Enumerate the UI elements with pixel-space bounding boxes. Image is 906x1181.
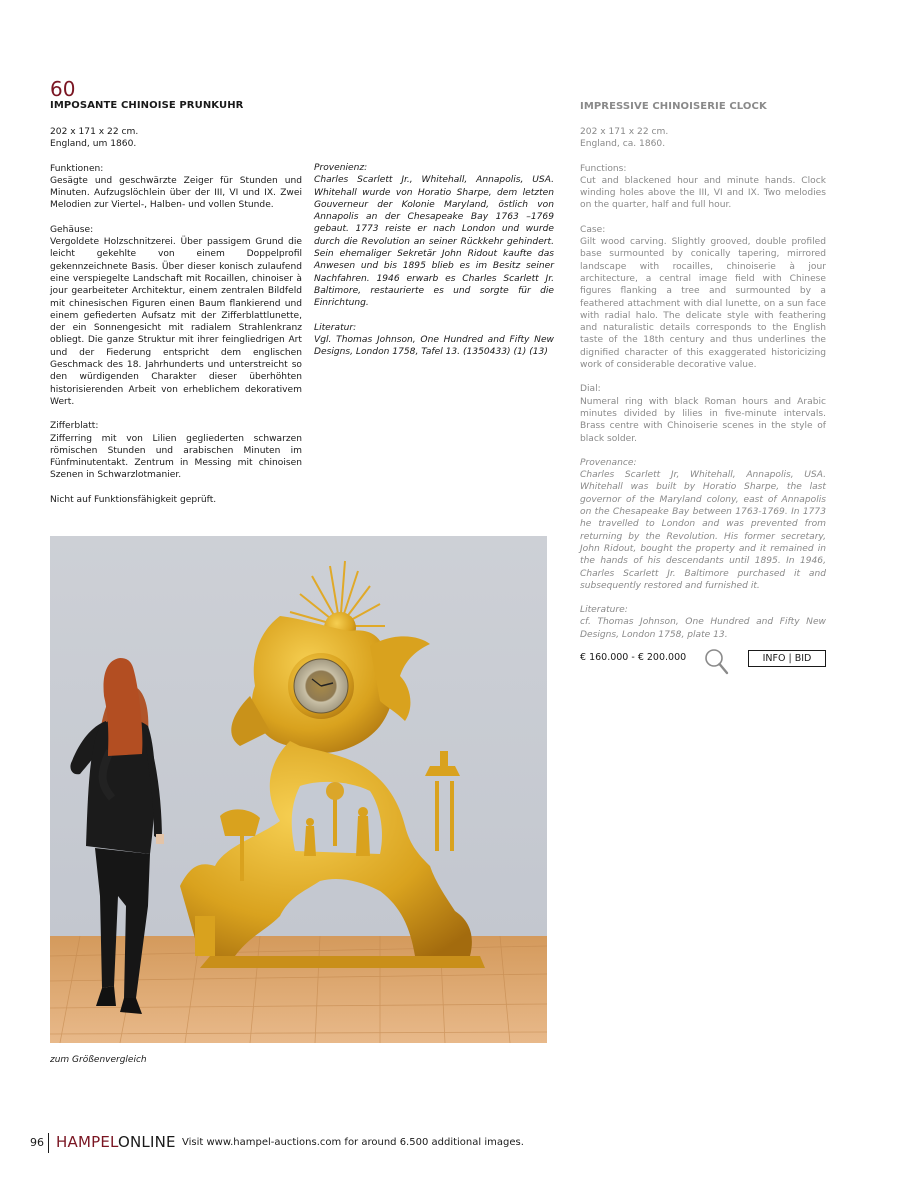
estimate-price: € 160.000 - € 200.000: [580, 652, 687, 663]
provenance-text: Charles Scarlett Jr, Whitehall, Annapolis, USA. Whitehall was built by Horatio Sharpe, the last governor of the Maryland colony, east of Annapolis on the Chesapeake Bay between 1763-1769. In 1773 he travelled to London and was prevented from returning by the Revolution. His former secretary, John Ridout, bought the property and it remained in the hands of his descendants until 1895. In 1946, Charles Scarlett Jr. Baltimore purchased it and subsequently restored and furnished it.: [580, 470, 826, 591]
functions-heading: Functions:: [580, 163, 627, 174]
origin-text: England, um 1860.: [50, 139, 137, 150]
footer-divider: [48, 1133, 49, 1153]
photo-caption: zum Größenvergleich: [50, 1055, 147, 1065]
dimensions-text: 202 x 171 x 22 cm.: [580, 127, 669, 137]
origin-text: England, ca. 1860.: [580, 139, 666, 150]
dimensions-de: [50, 126, 302, 151]
provenance-text: Charles Scarlett Jr., Whitehall, Annapolis, USA. Whitehall wurde von Horatio Sharpe, dem letzten Gouverneur der Kolonie Maryland, östlich von Annapolis an der Chesapeake Bay 1763 –1769 gebaut. 1773 reiste er nach London und wurde durch die Revolution an seiner Rückkehr gehindert. Sein ehemaliger Sekretär John Ridout kaufte das Anwesen und bis 1895 blieb es im Besitz seiner Nachfahren. 1946 erwarb es Charles Scarlett Jr. Baltimore, restaurierte es und sorgte für die Einrichtung.: [314, 175, 554, 309]
case-heading: Case:: [580, 224, 606, 235]
dimensions-en: [580, 126, 826, 151]
literature-text: cf. Thomas Johnson, One Hundred and Fifty New Designs, London 1758, plate 13.: [580, 617, 826, 640]
functions-text: Gesägte und geschwärzte Zeiger für Stunden und Minuten. Aufzugslöchlein über der III, VI und IX. Zwei Melodien zur Viertel-, Halben- und vollen Stunde.: [50, 175, 302, 211]
literature-heading: Literatur:: [314, 322, 357, 333]
case-text: Vergoldete Holzschnitzerei. Über passigem Grund die leicht gekehlte von einem Doppelprofil gekennzeichnete Basis. Über dieser konisch zulaufend eine verspiegelte Landschaft mit Rocaillen, chinoiser à jour gearbeiteter Architektur, einem zentralen Bildfeld mit chinesischen Figuren einen Baum flankierend und einem gefiederten Aufsatz mit der Zifferblattlunette, der ein Sonnengesicht mit radialem Strahlenkranz obliegt. Die ganze Struktur mit ihrer feingliedrigen Art und der Fiederung entspricht dem englischen Geschmack des 18. Jahrhunderts und unterstreicht so den würdigenden Charakter dieser überhöhten historisierenden Arbeit von erheblichem dekorativem Wert.: [50, 237, 302, 407]
literature-section-en: [580, 604, 826, 641]
page-number: 96: [30, 1136, 44, 1149]
footer-website-note: Visit www.hampel-auctions.com for around 6.500 additional images.: [182, 1137, 524, 1148]
case-section-en: [580, 224, 826, 372]
lot-title-english: IMPRESSIVE CHINOISERIE CLOCK: [580, 101, 767, 112]
functions-heading: Funktionen:: [50, 163, 104, 174]
lot-title-german: IMPOSANTE CHINOISE PRUNKUHR: [50, 100, 244, 111]
literature-section-de: [314, 322, 554, 359]
english-description: [580, 126, 826, 653]
provenance-heading: Provenienz:: [314, 163, 368, 173]
functions-section-de: [50, 163, 302, 212]
dimensions-text: 202 x 171 x 22 cm.: [50, 127, 139, 137]
functions-section-en: [580, 163, 826, 212]
brand-hampel: HAMPEL: [56, 1133, 119, 1151]
dial-text: Numeral ring with black Roman hours and Arabic minutes divided by lilies in five-minute intervals. Brass centre with Chinoiserie scenes in the style of black solder.: [580, 396, 826, 444]
provenance-section-de: [314, 162, 554, 310]
lot-number: 60: [50, 77, 76, 101]
literature-heading: Literature:: [580, 605, 628, 616]
brand-online: ONLINE: [118, 1133, 176, 1151]
german-provenance: [314, 162, 554, 370]
info-bid-button[interactable]: INFO | BID: [748, 650, 826, 667]
provenance-heading: Provenance:: [580, 457, 637, 468]
dial-text: Zifferring mit von Lilien gegliederten schwarzen römischen Stunden und arabischen Minuten im Fünfminutentakt. Zentrum in Messing mit chinoisen Szenen in Schwarzlotmanier.: [50, 433, 302, 481]
price-row: [580, 648, 830, 672]
case-section-de: [50, 224, 302, 408]
dial-heading: Zifferblatt:: [50, 421, 99, 432]
dial-section-de: [50, 420, 302, 481]
literature-text: Vgl. Thomas Johnson, One Hundred and Fifty New Designs, London 1758, Tafel 13. (1350433) (1) (13): [314, 334, 554, 358]
german-description: [50, 126, 302, 518]
lot-photo: [50, 536, 547, 1043]
case-heading: Gehäuse:: [50, 224, 94, 235]
dial-heading: Dial:: [580, 384, 601, 395]
case-text: Gilt wood carving. Slightly grooved, double profiled base surmounted by conically tapering, mirrored landscape with rocailles, chinoiserie à jour architecture, a central image field with Chinese figures flanking a tree and surmounted by a feathered attachment with dial lunette, on a sun face with radial halo. The delicate style with feathering and naturalistic details corresponds to the English taste of the 18th century and thus underlines the dignified character of this exaggerated historicizing work of considerable decorative value.: [580, 237, 826, 371]
functions-text: Cut and blackened hour and minute hands. Clock winding holes above the III, VI and IX. Two melodies on the quarter, half and full hour.: [580, 175, 826, 211]
condition-note: Nicht auf Funktionsfähigkeit geprüft.: [50, 494, 217, 505]
magnifier-icon[interactable]: [704, 648, 730, 676]
dial-section-en: [580, 383, 826, 444]
provenance-section-en: [580, 457, 826, 592]
